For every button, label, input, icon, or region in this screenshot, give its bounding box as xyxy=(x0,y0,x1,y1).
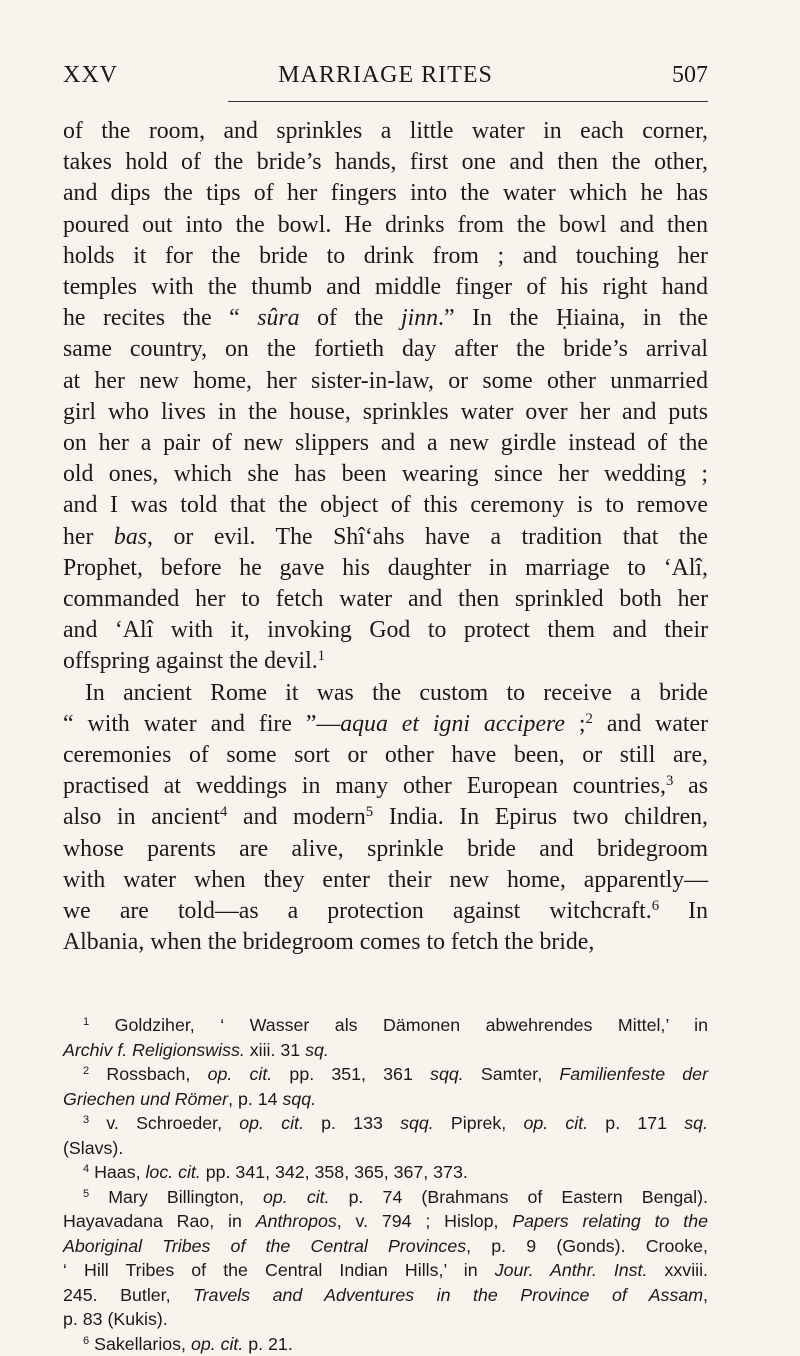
body-line: also in ancient$^4$ and modern$^5$ India. In Epirus two children, xyxy=(63,802,708,833)
body-line: commanded her to fetch water and then sprinkled both her xyxy=(63,584,708,615)
footnote-line: p. 83 (Kukis). xyxy=(63,1307,708,1332)
footnote-line: Aboriginal Tribes of the Central Provinces, p. 9 (Gonds). Crooke, xyxy=(63,1234,708,1259)
footnote-line: Griechen und Römer, p. 14 sqq. xyxy=(63,1087,708,1112)
footnote-line: ‘ Hill Tribes of the Central Indian Hills,’ in Jour. Anthr. Inst. xxviii. xyxy=(63,1258,708,1283)
footnote-line: Hayavadana Rao, in Anthropos, v. 794 ; Hislop, Papers relating to the xyxy=(63,1209,708,1234)
footnote-line: $^3$ v. Schroeder, op. cit. p. 133 sqq. Piprek, op. cit. p. 171 sq. xyxy=(63,1111,708,1136)
footnote-line: $^6$ Sakellarios, op. cit. p. 21. xyxy=(63,1332,708,1356)
footnote-line: $^2$ Rossbach, op. cit. pp. 351, 361 sqq. Samter, Familienfeste der xyxy=(63,1062,708,1087)
body-line: temples with the thumb and middle finger of his right hand xyxy=(63,272,708,303)
body-line: of the room, and sprinkles a little water in each corner, xyxy=(63,116,708,147)
footnote-line: $^1$ Goldziher, ‘ Wasser als Dämonen abwehrendes Mittel,’ in xyxy=(63,1013,708,1038)
body-line: old ones, which she has been wearing since her wedding ; xyxy=(63,459,708,490)
body-line: whose parents are alive, sprinkle bride and bridegroom xyxy=(63,834,708,865)
body-line: we are told—as a protection against witchcraft.$^6$ In xyxy=(63,896,708,927)
body-line: same country, on the fortieth day after the bride’s arrival xyxy=(63,334,708,365)
footnote-line: (Slavs). xyxy=(63,1136,708,1161)
footnote-line: Archiv f. Religionswiss. xiii. 31 sq. xyxy=(63,1038,708,1063)
page-number: 507 xyxy=(672,62,708,89)
body-line: girl who lives in the house, sprinkles water over her and puts xyxy=(63,397,708,428)
body-line: on her a pair of new slippers and a new girdle instead of the xyxy=(63,428,708,459)
running-title: MARRIAGE RITES xyxy=(63,62,708,89)
body-line: Prophet, before he gave his daughter in marriage to ‘Alî, xyxy=(63,553,708,584)
header-rule xyxy=(228,101,708,102)
body-line: ceremonies of some sort or other have been, or still are, xyxy=(63,740,708,771)
body-line: he recites the “ sûra of the jinn.” In the Ḥiaina, in the xyxy=(63,303,708,334)
footnote-line: $^4$ Haas, loc. cit. pp. 341, 342, 358, 365, 367, 373. xyxy=(63,1160,708,1185)
body-line: takes hold of the bride’s hands, first one and then the other, xyxy=(63,147,708,178)
body-line: and dips the tips of her fingers into the water which he has xyxy=(63,178,708,209)
body-line: holds it for the bride to drink from ; and touching her xyxy=(63,241,708,272)
chapter-number: XXV xyxy=(63,62,118,89)
footnote-line: 245. Butler, Travels and Adventures in the Province of Assam, xyxy=(63,1283,708,1308)
body-line: In ancient Rome it was the custom to receive a bride xyxy=(63,678,708,709)
running-header xyxy=(63,58,708,98)
main-text xyxy=(63,116,708,958)
body-line: “ with water and fire ”—aqua et igni accipere ;$^2$ and water xyxy=(63,709,708,740)
body-line: practised at weddings in many other European countries,$^3$ as xyxy=(63,771,708,802)
body-line: with water when they enter their new home, apparently— xyxy=(63,865,708,896)
body-line: and ‘Alî with it, invoking God to protect them and their xyxy=(63,615,708,646)
footnote-line: $^5$ Mary Billington, op. cit. p. 74 (Brahmans of Eastern Bengal). xyxy=(63,1185,708,1210)
body-line: poured out into the bowl. He drinks from the bowl and then xyxy=(63,210,708,241)
body-line: offspring against the devil.$^1$ xyxy=(63,646,708,677)
body-line: her bas, or evil. The Shî‘ahs have a tradition that the xyxy=(63,522,708,553)
body-line: Albania, when the bridegroom comes to fetch the bride, xyxy=(63,927,708,958)
body-line: at her new home, her sister-in-law, or some other unmarried xyxy=(63,366,708,397)
body-line: and I was told that the object of this ceremony is to remove xyxy=(63,490,708,521)
footnotes xyxy=(63,1013,708,1356)
